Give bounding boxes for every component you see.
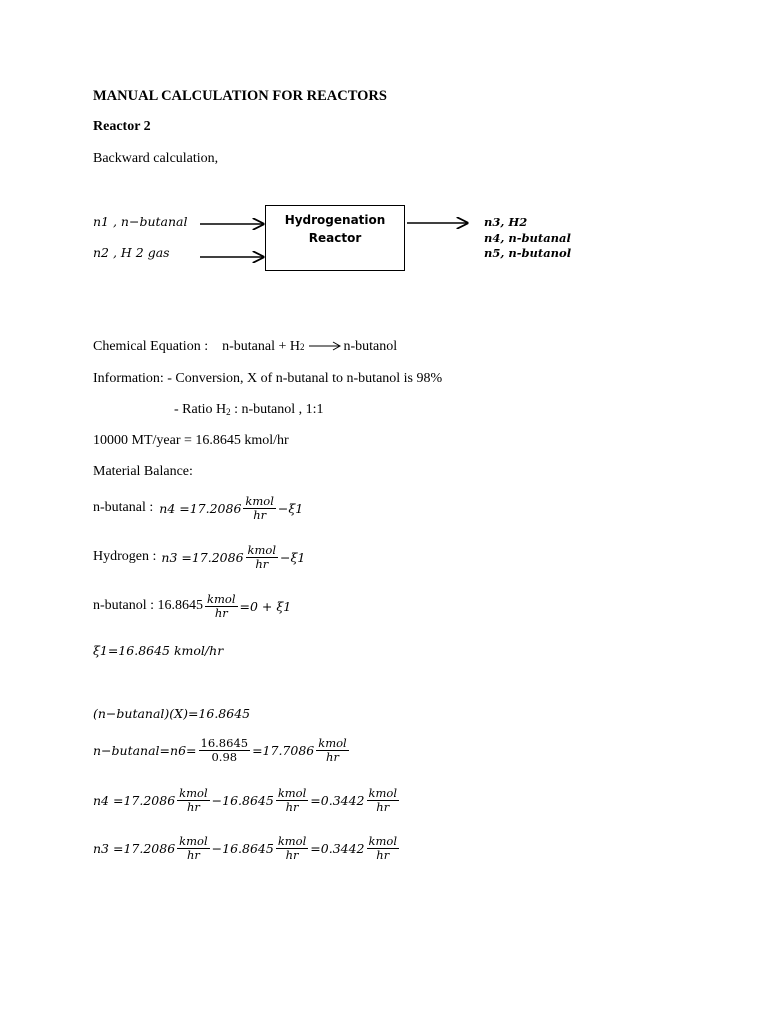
xi-result: ξ1=16.8645 kmol/hr [93,643,224,658]
fraction: $\frac{\text{kmol}}{hr}$ [245,494,274,522]
fraction: $\frac{\text{kmol}}{hr}$ [318,736,347,764]
fraction: $\frac{\text{kmol}}{hr}$ [277,834,307,862]
calc-line-4-pre: n3 =17.2086 [93,840,176,856]
calc-line-4-eq: =0.3442 [310,840,365,856]
reaction-arrow-icon [308,341,342,353]
info-line-1 [93,371,442,387]
output-label-1: n3, H2 [484,215,528,229]
calc-line-3-pre: n4 =17.2086 [93,792,176,808]
chem-eq-h2-subscript: 2 [299,342,305,352]
info-ratio-pre: - Ratio H [174,402,227,417]
calc-line-2-pre: n−butanal=n6= [93,742,197,758]
chem-eq-label: Chemical Equation : [93,339,209,354]
output-label-2: n4, n-butanal [484,231,571,245]
mb-butanal-expr-tail: −ξ1 [277,500,304,516]
info-ratio-sub: 2 [226,407,231,417]
output-label-3: n5, n-butanol [484,246,572,260]
info-line-2 [174,402,324,418]
calc-line-1: (n−butanal)(X)=16.8645 [93,706,251,721]
fraction: $\frac{\text{kmol}}{hr}$ [179,834,208,862]
chem-eq-reactants: n-butanal + H [222,339,300,354]
info-ratio-post: : n-butanol , 1:1 [230,402,324,417]
chemical-equation [93,339,397,355]
mb-hydrogen-expr-tail: −ξ1 [280,549,306,565]
calc-line-4-mid: −16.8645 [211,840,274,856]
rate-line: 10000 MT/year = 16.8645 kmol/hr [93,433,289,448]
mb-butanal [93,495,303,521]
input-label-1: n1 , n−butanal [93,214,188,229]
calc-line-2-mid: =17.7086 [252,742,315,758]
fraction: $\frac{\text{kmol}}{hr}$ [277,786,307,814]
calc-line-3 [93,787,401,813]
info-conversion: - Conversion, X of n-butanal to n-butanol is 98% [167,371,443,386]
page-title: MANUAL CALCULATION FOR REACTORS [93,88,387,104]
fraction: $\frac{\text{kmol}}{hr}$ [179,786,208,814]
mb-hydrogen-label: Hydrogen : [93,549,157,565]
section-heading: Reactor 2 [93,119,151,134]
input-label-2: n2 , H 2 gas [93,245,170,260]
fraction: $\frac{\text{kmol}}{hr}$ [207,592,236,620]
calc-line-2 [93,737,351,763]
mb-hydrogen [93,544,305,570]
mb-butanal-label: n-butanal : [93,500,154,516]
calc-line-3-mid: −16.8645 [211,792,274,808]
material-balance-label: Material Balance: [93,464,193,479]
mb-butanol-expr-tail: =0 + ξ1 [239,598,292,614]
fraction: $\frac{16.8645}{0.98}$ [200,736,249,764]
reactor-name: Hydrogenation [284,213,386,227]
chem-eq-product: n-butanol [343,339,398,354]
info-label: Information: [93,371,164,386]
reactor-label: Reactor [308,231,362,245]
mb-butanol-label: n-butanol : 16.8645 [93,598,204,614]
calc-line-4 [93,835,401,861]
intro-text: Backward calculation, [93,151,219,166]
calc-line-3-eq: =0.3442 [310,792,365,808]
reactor-box [265,205,405,271]
mb-butanal-expr: n4 =17.2086 [159,500,242,516]
mb-hydrogen-expr: n3 =17.2086 [161,549,244,565]
fraction: $\frac{\text{kmol}}{hr}$ [368,834,397,862]
fraction: $\frac{\text{kmol}}{hr}$ [368,786,397,814]
mb-butanol [93,593,291,619]
fraction: $\frac{\text{kmol}}{hr}$ [247,543,277,571]
